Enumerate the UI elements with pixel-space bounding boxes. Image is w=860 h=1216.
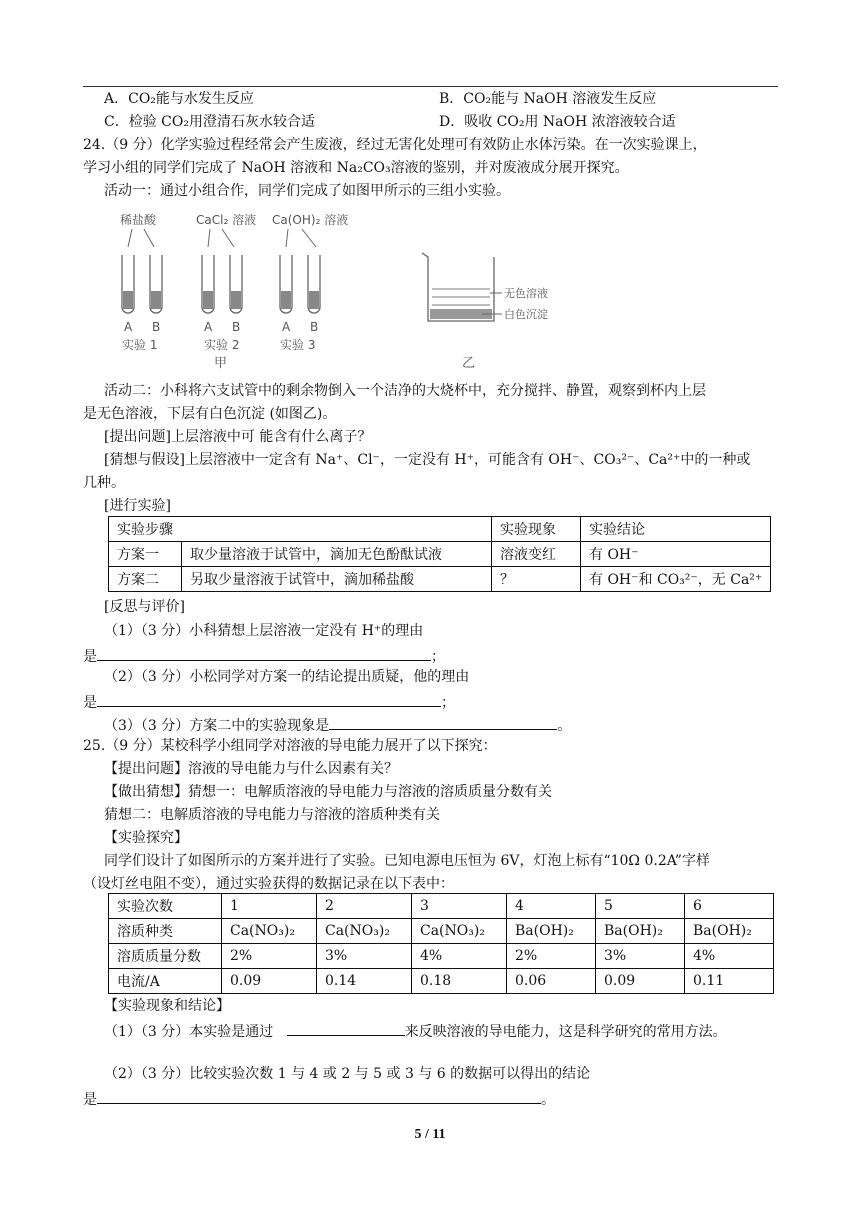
beaker-bottom-label: 白色沉淀	[504, 308, 548, 321]
q25-r2-answer	[83, 1087, 555, 1110]
row-label: 溶质种类	[109, 919, 222, 944]
q24-r1-text: （1）（3 分）小科猜想上层溶液一定没有 H⁺的理由	[104, 623, 424, 639]
answer-prefix: 是	[83, 695, 97, 711]
option-a: A．CO₂能与水发生反应	[104, 91, 254, 107]
test-tube-diagram	[110, 207, 570, 372]
answer-blank-r2[interactable]	[97, 690, 441, 707]
table-cell: Ba(OH)₂	[685, 919, 774, 944]
option-b: B．CO₂能与 NaOH 溶液发生反应	[439, 91, 657, 107]
table-header-phenomenon: 实验现象	[492, 517, 581, 542]
reagent-label-3: Ca(OH)₂ 溶液	[272, 213, 349, 227]
answer-suffix: ；	[441, 695, 455, 711]
q25-desc-line1: 同学们设计了如图所示的方案并进行了实验。已知电源电压恒为 6V，灯泡上标有“10Ω 0.2A”字样	[104, 853, 710, 869]
answer-blank-q25-r1[interactable]	[287, 1019, 405, 1036]
answer-suffix: 来反映溶液的导电能力，这是科学研究的常用方法。	[404, 1024, 727, 1040]
q24-hypothesis-line1: [猜想与假设]上层溶液中一定含有 Na⁺、Cl⁻，一定没有 H⁺，可能含有 OH⁻、CO₃²⁻、Ca²⁺中的一种或	[104, 452, 751, 468]
table-row	[109, 542, 771, 567]
answer-prefix: 是	[83, 649, 97, 665]
plan-conclusion: 有 OH⁻和 CO₃²⁻，无 Ca²⁺	[581, 567, 771, 592]
experiment-label-2: 实验 2	[204, 338, 240, 352]
q25-guess2: 猜想二：电解质溶液的导电能力与溶液的溶质种类有关	[104, 807, 440, 823]
experiment-label-1: 实验 1	[122, 338, 158, 352]
table-cell: Ca(NO₃)₂	[222, 919, 317, 944]
q25-intro: 25.（9 分）某校科学小组同学对溶液的导电能力展开了以下探究：	[83, 738, 497, 754]
q24-r1-answer	[83, 644, 445, 667]
option-d: D．吸收 CO₂用 NaOH 浓溶液较合适	[439, 114, 676, 130]
answer-blank-q25-r2[interactable]	[97, 1087, 541, 1104]
q24-intro-line1: 24.（9 分）化学实验过程经常会产生废液，经过无害化处理可有效防止水体污染。在一次实验课上，	[83, 137, 707, 153]
q25-result-heading: 【实验现象和结论】	[104, 998, 230, 1014]
beaker-top-label: 无色溶液	[504, 287, 548, 300]
table-cell: 2	[317, 894, 412, 919]
option-c: C．检验 CO₂用澄清石灰水较合适	[104, 114, 315, 130]
tube-a-label-1: A	[124, 320, 133, 334]
q25-question: 【提出问题】溶液的导电能力与什么因素有关？	[104, 761, 398, 777]
answer-suffix: 。	[557, 718, 572, 734]
experiment-label-3: 实验 3	[280, 338, 316, 352]
q24-reflection-heading: [反思与评价]	[104, 599, 185, 615]
plan-phenomenon: 溶液变红	[492, 542, 581, 567]
table-cell: Ca(NO₃)₂	[412, 919, 507, 944]
tube-b-label-3: B	[310, 320, 319, 334]
q25-r1-answer	[104, 1019, 727, 1042]
table-cell: 1	[222, 894, 317, 919]
beaker-solution	[432, 289, 490, 305]
table-cell: 0.11	[685, 969, 774, 994]
table-cell: 3	[412, 894, 507, 919]
q24-activity2-line1: 活动二：小科将六支试管中的剩余物倒入一个洁净的大烧杯中，充分搅拌、静置，观察到杯内上层	[104, 383, 706, 399]
q25-guess1: 【做出猜想】猜想一：电解质溶液的导电能力与溶液的溶质质量分数有关	[104, 784, 552, 800]
q24-experiment-table	[108, 516, 771, 592]
table-cell: 6	[685, 894, 774, 919]
answer-suffix: 。	[541, 1092, 555, 1108]
table-cell: 2%	[222, 944, 317, 969]
experiment-figure	[110, 207, 570, 372]
tube-b-label-1: B	[152, 320, 161, 334]
answer-blank-r3[interactable]	[329, 713, 557, 730]
q24-r2-text: （2）（3 分）小松同学对方案一的结论提出质疑，他的理由	[104, 669, 470, 685]
q24-activity1: 活动一：通过小组合作，同学们完成了如图甲所示的三组小实验。	[104, 183, 510, 199]
tube-liquid	[123, 291, 319, 309]
row-label: 实验次数	[109, 894, 222, 919]
q24-intro-line2: 学习小组的同学们完成了 NaOH 溶液和 Na₂CO₃溶液的鉴别，并对废液成分展开探究。	[83, 160, 629, 176]
tube-a-label-2: A	[204, 320, 213, 334]
table-cell: Ba(OH)₂	[596, 919, 685, 944]
reagent-label-1: 稀盐酸	[120, 213, 157, 227]
tube-b-label-2: B	[232, 320, 241, 334]
row-label: 电流/A	[109, 969, 222, 994]
table-cell: 4	[507, 894, 596, 919]
table-cell: 4%	[412, 944, 507, 969]
header-rule	[83, 86, 778, 87]
plan-phenomenon: ？	[492, 567, 581, 592]
table-row	[109, 894, 774, 919]
plan-label: 方案二	[109, 567, 182, 592]
table-cell: 2%	[507, 944, 596, 969]
table-cell: 0.09	[596, 969, 685, 994]
table-cell: 0.06	[507, 969, 596, 994]
q25-r2-text: （2）（3 分）比较实验次数 1 与 4 或 2 与 5 或 3 与 6 的数据可以得出的结论	[104, 1066, 591, 1082]
table-header-conclusion: 实验结论	[581, 517, 771, 542]
figure-label-jia: 甲	[214, 356, 228, 371]
row-label: 溶质质量分数	[109, 944, 222, 969]
dropper-lines	[128, 229, 316, 247]
plan-label: 方案一	[109, 542, 182, 567]
answer-blank-r1[interactable]	[97, 644, 431, 661]
plan-step: 另取少量溶液于试管中，滴加稀盐酸	[182, 567, 492, 592]
table-cell: 0.18	[412, 969, 507, 994]
table-cell: 0.09	[222, 969, 317, 994]
table-cell: Ba(OH)₂	[507, 919, 596, 944]
q25-desc-line2: （设灯丝电阻不变），通过实验获得的数据记录在以下表中：	[83, 876, 454, 892]
tube-a-label-3: A	[282, 320, 291, 334]
answer-suffix: ；	[431, 649, 445, 665]
table-cell: 3%	[317, 944, 412, 969]
q24-activity2-line2: 是无色溶液，下层有白色沉淀 (如图乙)。	[83, 406, 337, 422]
table-row	[109, 944, 774, 969]
answer-prefix: 是	[83, 1092, 97, 1108]
answer-prefix: （1）（3 分）本实验是通过	[104, 1024, 274, 1040]
reagent-label-2: CaCl₂ 溶液	[196, 213, 257, 227]
q24-question: [提出问题]上层溶液中可 能含有什么离子？	[104, 429, 372, 445]
q24-r2-answer	[83, 690, 455, 713]
plan-step: 取少量溶液于试管中，滴加无色酚酞试液	[182, 542, 492, 567]
table-cell: Ca(NO₃)₂	[317, 919, 412, 944]
plan-conclusion: 有 OH⁻	[581, 542, 771, 567]
q24-r3-answer	[104, 713, 571, 736]
page-number: 5 / 11	[414, 1127, 446, 1142]
table-cell: 5	[596, 894, 685, 919]
table-header-step: 实验步骤	[109, 517, 492, 542]
figure-label-yi: 乙	[462, 356, 476, 371]
table-cell: 4%	[685, 944, 774, 969]
q25-explore: 【实验探究】	[104, 830, 188, 846]
q24-hypothesis-line2: 几种。	[83, 475, 125, 491]
table-row	[109, 919, 774, 944]
table-cell: 3%	[596, 944, 685, 969]
table-row	[109, 517, 771, 542]
table-row	[109, 969, 774, 994]
q25-data-table	[108, 893, 774, 994]
q24-experiment-heading: [进行实验]	[104, 498, 171, 514]
answer-prefix: （3）（3 分）方案二中的实验现象是	[104, 718, 330, 734]
table-row	[109, 567, 771, 592]
table-cell: 0.14	[317, 969, 412, 994]
